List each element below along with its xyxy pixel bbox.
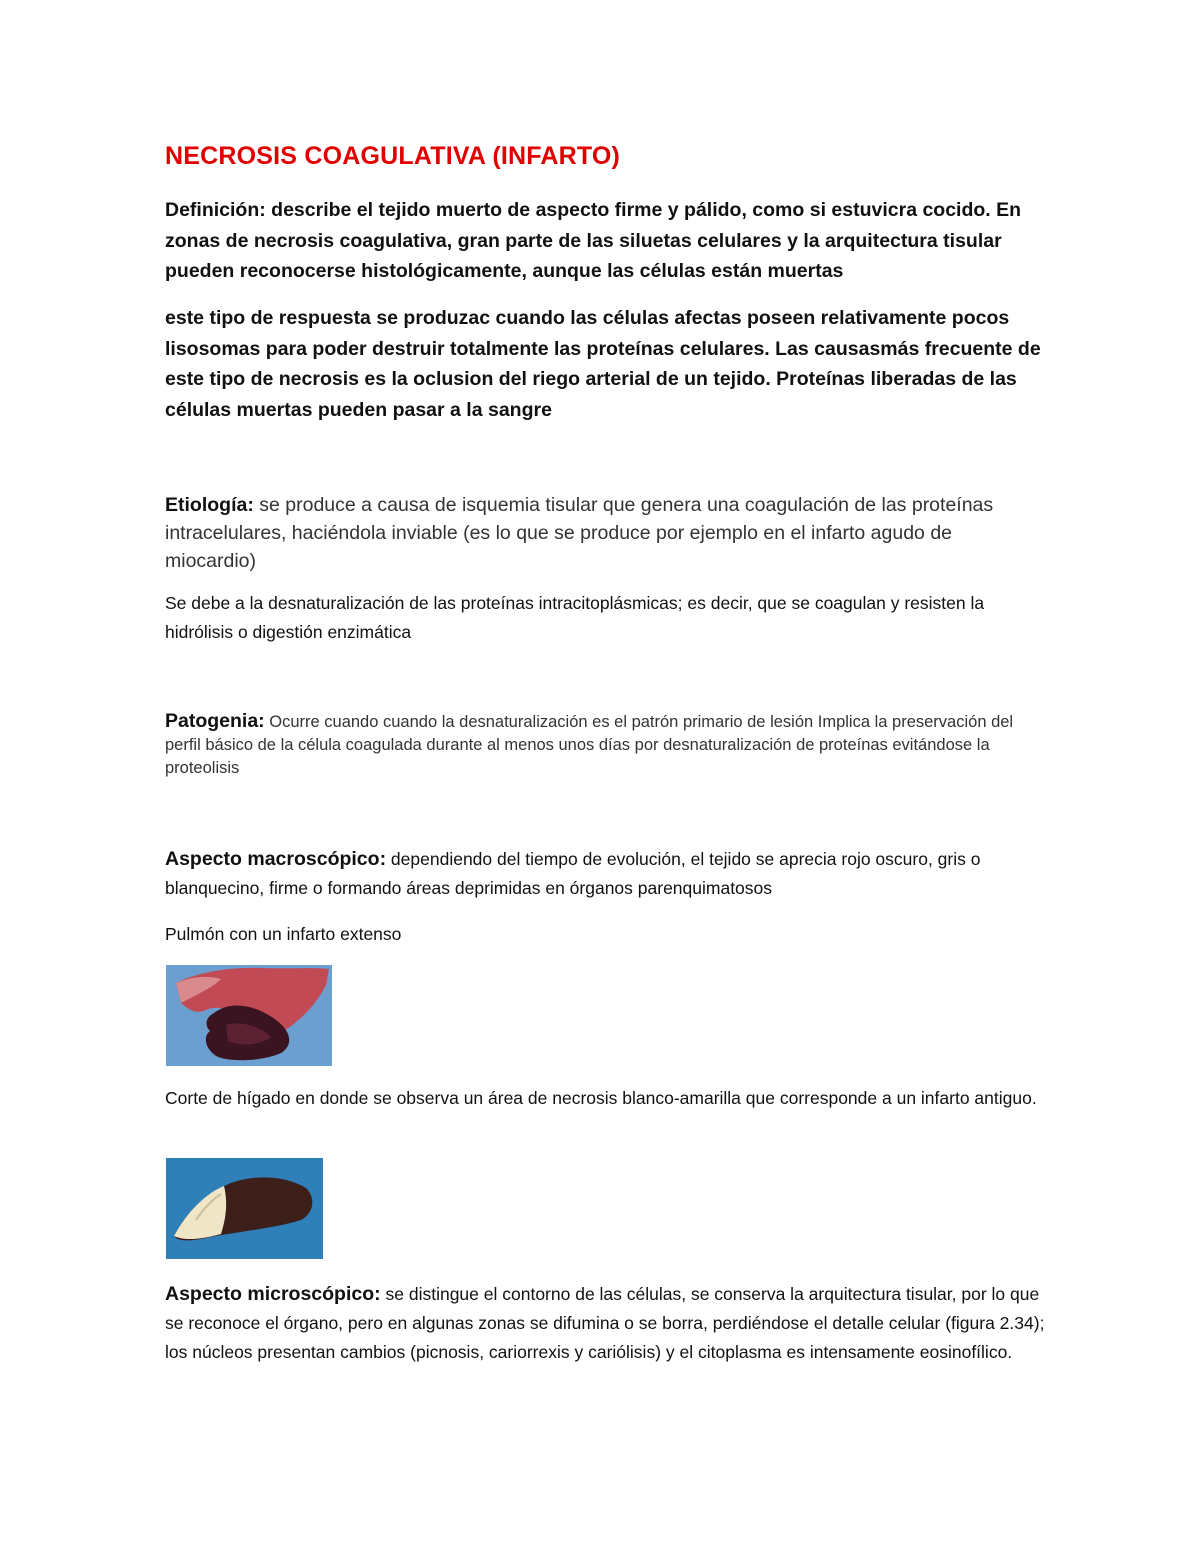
definicion-text: describe el tejido muerto de aspecto firme y pálido, como si estuvicra cocido. En zonas de necrosis coagulativa, gran parte de las siluetas celulares y la arquitectura tisular pueden reconocerse histológicamente, aunque las células están muertas bbox=[165, 199, 1022, 282]
etiologia-paragraph bbox=[165, 491, 1045, 575]
caption-pulmon: Pulmón con un infarto extenso bbox=[165, 924, 402, 944]
macroscopico-text: dependiendo del tiempo de evolución, el tejido se aprecia rojo oscuro, gris o blanquecino, firme o formando áreas deprimidas en órganos parenquimatosos bbox=[165, 849, 981, 898]
definicion-paragraph bbox=[165, 195, 1045, 287]
macroscopico-paragraph bbox=[165, 845, 1045, 903]
patogenia-text: Ocurre cuando cuando la desnaturalización es el patrón primario de lesión Implica la preservación del perfil básico de la célula coagulada durante al menos unos días por desnaturalización de proteínas evitándose la proteolisis bbox=[165, 713, 1014, 777]
desnaturalizacion-paragraph: Se debe a la desnaturalización de las proteínas intracitoplásmicas; es decir, que se coagulan y resisten la hidrólisis o digestión enzimática bbox=[165, 593, 985, 642]
liver-infarct-image bbox=[166, 1158, 323, 1259]
respuesta-paragraph: este tipo de respuesta se produzac cuando las células afectas poseen relativamente pocos lisosomas para poder destruir totalmente las proteínas celulares. Las causasmás frecuente de este tipo de necrosis es la oclusion del riego arterial de un tejido. Proteínas liberadas de las células muertas pueden pasar a la sangre bbox=[165, 307, 1041, 421]
patogenia-label: Patogenia: bbox=[165, 710, 265, 732]
lung-infarct-drawing bbox=[166, 965, 332, 1066]
definicion-label: Definición: bbox=[165, 199, 266, 221]
patogenia-paragraph bbox=[165, 710, 1045, 780]
page-title: NECROSIS COAGULATIVA (INFARTO) bbox=[165, 142, 621, 170]
microscopico-label: Aspecto microscópico: bbox=[165, 1283, 381, 1305]
etiologia-label: Etiología: bbox=[165, 494, 254, 516]
microscopico-paragraph bbox=[165, 1280, 1045, 1367]
etiologia-text: se produce a causa de isquemia tisular que genera una coagulación de las proteínas intracelulares, haciéndola inviable (es lo que se produce por ejemplo en el infarto agudo de miocardio) bbox=[165, 494, 994, 572]
lung-infarct-image bbox=[166, 965, 332, 1066]
macroscopico-label: Aspecto macroscópico: bbox=[165, 848, 387, 870]
microscopico-text: se distingue el contorno de las células, se conserva la arquitectura tisular, por lo que se reconoce el órgano, pero en algunas zonas se difumina o se borra, perdiéndose el detalle celular (figura 2.34); los núcleos presentan cambios (picnosis, cariorrexis y cariólisis) y el citoplasma es intensamente eosinofílico. bbox=[165, 1284, 1045, 1362]
liver-infarct-drawing bbox=[166, 1158, 323, 1259]
caption-higado: Corte de hígado en donde se observa un área de necrosis blanco-amarilla que corresponde a un infarto antiguo. bbox=[165, 1088, 1037, 1108]
